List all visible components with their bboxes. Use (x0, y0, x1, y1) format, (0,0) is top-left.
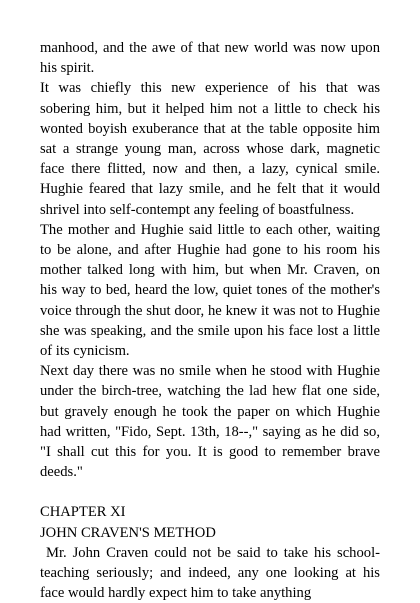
paragraph-4: Next day there was no smile when he stood with Hughie under the birch-tree, watching the lad hew flat one side, but gravely enough he took the paper on which Hughie had written, "Fido, Sept. 13th, 18--," saying as he did so, "I shall cut this for you. It is good to remember brave deeds." (40, 363, 380, 481)
chapter-title: JOHN CRAVEN'S METHOD (40, 524, 216, 541)
paragraph-1: manhood, and the awe of that new world was now upon his spirit. (40, 40, 380, 77)
paragraph-3: The mother and Hughie said little to each other, waiting to be alone, and after Hughie had gone to his room his mother talked long with him, but when Mr. Craven, on his way to bed, heard the low, quiet tones of the mother's voice through the shut door, he knew it was not to Hughie she was speaking, and the smile upon his face lost a little of its cynicism. (40, 221, 380, 360)
document-page (40, 38, 384, 603)
chapter-opening-paragraph: Mr. John Craven could not be said to take his school-teaching seriously; and indeed, any one looking at his face would hardly expect him to take anything (40, 544, 384, 602)
section-spacer (40, 482, 380, 502)
chapter-number: CHAPTER XI (40, 504, 126, 521)
paragraph-2: It was chiefly this new experience of his that was sobering him, but it helped him not a little to check his wonted boyish exuberance that at the table opposite him sat a strange young man, across whose dark, magnetic face there flitted, now and then, a lazy, cynical smile. Hughie feared that lazy smile, and he felt that it would shrivel into self-contempt any feeling of boastfulness. (40, 80, 380, 218)
